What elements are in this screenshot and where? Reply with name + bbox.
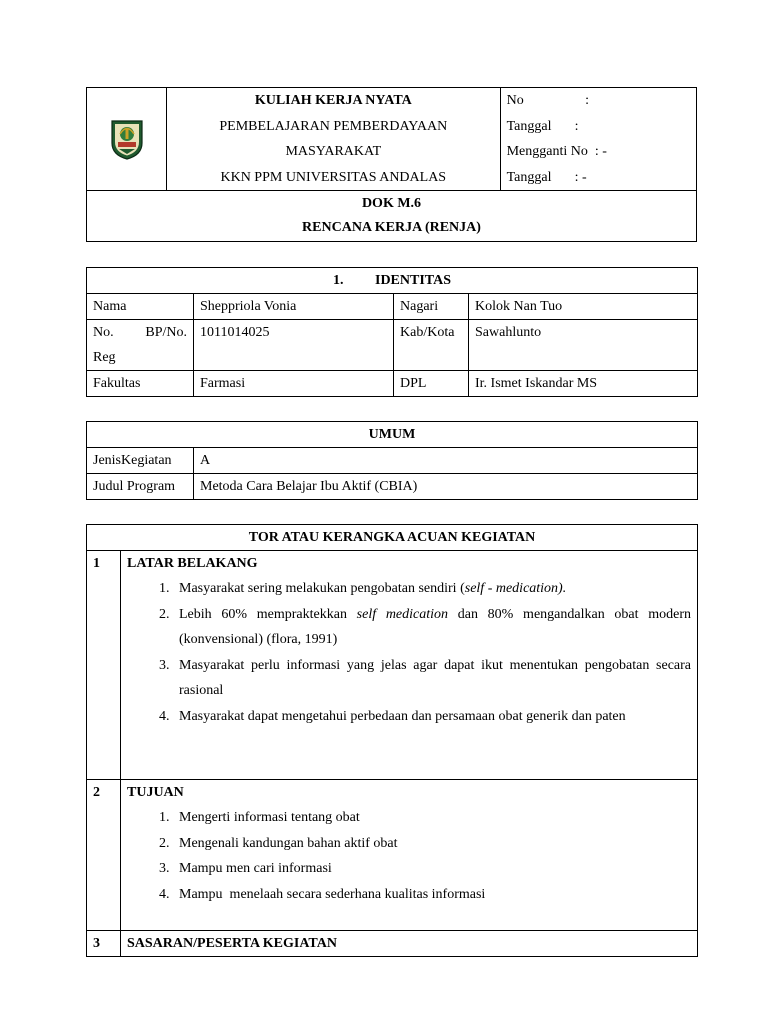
meta-mengganti-no: Mengganti No : - — [506, 144, 607, 159]
judul-label: Judul Program — [87, 474, 194, 500]
list-item: 1. Mengerti informasi tentang obat — [173, 805, 691, 831]
section-number: 1 — [87, 551, 121, 780]
list-item: 2. Mengenali kandungan bahan aktif obat — [173, 831, 691, 857]
meta-tanggal-2: Tanggal : - — [506, 169, 587, 185]
section-latar-belakang — [121, 551, 698, 780]
tor-title: TOR ATAU KERANGKA ACUAN KEGIATAN — [87, 525, 698, 551]
logo-cell — [87, 88, 167, 191]
doc-title: RENCANA KERJA (RENJA) — [302, 220, 481, 235]
identitas-title: 1. IDENTITAS — [87, 268, 698, 294]
nama-value: Sheppriola Vonia — [194, 294, 394, 320]
judul-value: Metoda Cara Belajar Ibu Aktif (CBIA) — [194, 474, 698, 500]
nagari-label: Nagari — [394, 294, 469, 320]
jenis-value: A — [194, 448, 698, 474]
list-item: 1. Masyarakat sering melakukan pengobatan sendiri (self - medication). — [173, 576, 691, 602]
section-number: 3 — [87, 931, 121, 957]
header-meta — [500, 88, 696, 191]
section-tujuan — [121, 780, 698, 931]
header-line-1: KULIAH KERJA NYATA — [254, 93, 412, 108]
section-title: SASARAN/PESERTA KEGIATAN — [127, 936, 337, 951]
header-table — [86, 87, 697, 242]
doc-heading — [87, 191, 697, 242]
identitas-table — [86, 267, 698, 397]
doc-number: DOK M.6 — [361, 196, 422, 211]
header-line-4: KKN PPM UNIVERSITAS ANDALAS — [220, 169, 447, 185]
kab-value: Sawahlunto — [469, 320, 698, 371]
tor-table — [86, 524, 698, 957]
nama-label: Nama — [87, 294, 194, 320]
list-item: 3. Masyarakat perlu informasi yang jelas agar dapat ikut menentukan pengobatan secara rasional — [173, 653, 691, 704]
section-title: LATAR BELAKANG — [127, 556, 258, 571]
list-item: 4. Masyarakat dapat mengetahui perbedaan dan persamaan obat generik dan paten — [173, 704, 691, 730]
bp-value: 1011014025 — [194, 320, 394, 371]
jenis-label: JenisKegiatan — [87, 448, 194, 474]
umum-table — [86, 421, 698, 500]
header-line-2: PEMBELAJARAN PEMBERDAYAAN — [219, 118, 448, 134]
section-sasaran — [121, 931, 698, 957]
kab-label: Kab/Kota — [394, 320, 469, 371]
university-crest-icon — [109, 117, 145, 161]
header-institution — [167, 88, 501, 191]
list-item: 2. Lebih 60% mempraktekkan self medication dan 80% mengandalkan obat modern (konvensional) (flora, 1991) — [173, 602, 691, 653]
meta-no: No : — [506, 93, 589, 108]
bp-label: No. BP/No. Reg — [87, 320, 194, 371]
dpl-value: Ir. Ismet Iskandar MS — [469, 371, 698, 397]
section-number: 2 — [87, 780, 121, 931]
section-title: TUJUAN — [127, 785, 184, 800]
fakultas-value: Farmasi — [194, 371, 394, 397]
header-line-3: MASYARAKAT — [285, 144, 382, 159]
meta-tanggal: Tanggal : — [506, 118, 579, 134]
umum-title: UMUM — [87, 422, 698, 448]
list-item: 4. Mampu menelaah secara sederhana kualitas informasi — [173, 882, 691, 908]
list-item: 3. Mampu men cari informasi — [173, 856, 691, 882]
latar-belakang-list — [127, 576, 691, 729]
fakultas-label: Fakultas — [87, 371, 194, 397]
tujuan-list — [127, 805, 691, 907]
dpl-label: DPL — [394, 371, 469, 397]
nagari-value: Kolok Nan Tuo — [469, 294, 698, 320]
